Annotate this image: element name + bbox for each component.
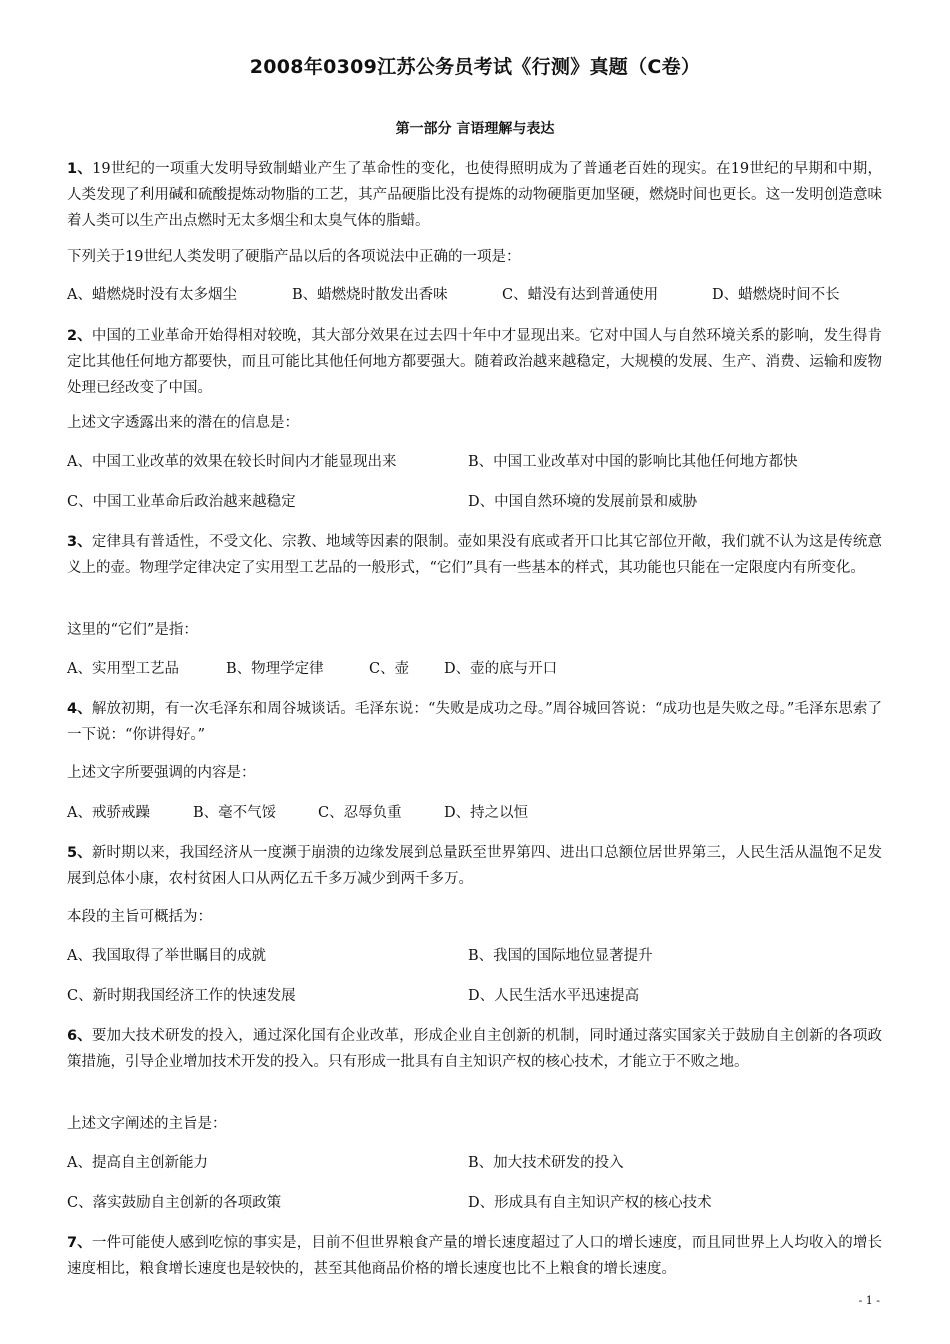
- option-d: D、壶的底与开口: [444, 661, 558, 677]
- question-2: [67, 323, 882, 401]
- option-c: C、忍辱负重: [318, 805, 402, 821]
- question-number: 3、: [67, 534, 92, 550]
- option-d: D、人民生活水平迅速提高: [468, 988, 640, 1004]
- question-number: 5、: [67, 845, 92, 861]
- question-4: [67, 696, 882, 748]
- option-b: B、物理学定律: [226, 661, 324, 677]
- option-c: C、壶: [369, 661, 410, 677]
- option-a: A、戒骄戒躁: [67, 805, 150, 821]
- question-7: [67, 1230, 882, 1282]
- section-heading: 第一部分 言语理解与表达: [395, 121, 555, 137]
- question-text: 新时期以来，我国经济从一度濒于崩溃的边缘发展到总量跃至世界第四、进出口总额位居世界第三，人民生活从温饱不足发展到总体小康，农村贫困人口从两亿五千多万减少到两千多万。: [67, 845, 882, 887]
- option-b: B、中国工业改革对中国的影响比其他任何地方都快: [468, 454, 798, 470]
- option-a: A、中国工业改革的效果在较长时间内才能显现出来: [67, 454, 397, 470]
- option-b: B、蜡燃烧时散发出香味: [292, 287, 448, 303]
- question-1: [67, 156, 882, 234]
- question-text: 定律具有普适性，不受文化、宗教、地域等因素的限制。壶如果没有底或者开口比其它部位开敞，我们就不认为这是传统意义上的壶。物理学定律决定了实用型工艺品的一般形式，“它们”具有一些基本的样式，其功能也只能在一定限度内有所变化。: [67, 534, 882, 576]
- option-c: C、中国工业革命后政治越来越稳定: [67, 494, 296, 510]
- question-number: 4、: [67, 701, 92, 717]
- option-d: D、蜡燃烧时间不长: [712, 287, 840, 303]
- question-text: 要加大技术研发的投入，通过深化国有企业改革，形成企业自主创新的机制，同时通过落实国家关于鼓励自主创新的各项政策措施，引导企业增加技术开发的投入。只有形成一批具有自主知识产权的核心技术，才能立于不败之地。: [67, 1028, 882, 1070]
- question-6: [67, 1023, 882, 1075]
- question-text: 中国的工业革命开始得相对较晚，其大部分效果在过去四十年中才显现出来。它对中国人与自然环境关系的影响，发生得肯定比其他任何地方都要快，而且可能比其他任何地方都要强大。随着政治越来越稳定，大规模的发展、生产、消费、运输和废物处理已经改变了中国。: [67, 328, 882, 396]
- question-prompt: 本段的主旨可概括为：: [67, 909, 212, 925]
- question-text: 解放初期，有一次毛泽东和周谷城谈话。毛泽东说：“失败是成功之母。”周谷城回答说：“成功也是失败之母。”毛泽东思索了一下说：“你讲得好。”: [67, 701, 882, 743]
- question-3: [67, 529, 882, 581]
- question-prompt: 上述文字阐述的主旨是：: [67, 1116, 227, 1132]
- option-d: D、形成具有自主知识产权的核心技术: [468, 1195, 712, 1211]
- question-number: 2、: [67, 328, 92, 344]
- option-b: B、毫不气馁: [193, 805, 277, 821]
- option-a: A、提高自主创新能力: [67, 1155, 208, 1171]
- question-number: 6、: [67, 1028, 92, 1044]
- option-b: B、我国的国际地位显著提升: [468, 948, 653, 964]
- option-b: B、加大技术研发的投入: [468, 1155, 624, 1171]
- question-number: 1、: [67, 161, 93, 177]
- question-text: 19世纪的一项重大发明导致制蜡业产生了革命性的变化，也使得照明成为了普通老百姓的现实。在19世纪的早期和中期，人类发现了利用碱和硫酸提炼动物脂的工艺，其产品硬脂比没有提炼的动物硬脂更加坚硬，燃烧时间也更长。这一发明创造意味着人类可以生产出点燃时无太多烟尘和太臭气体的脂蜡。: [67, 161, 882, 229]
- option-d: D、持之以恒: [444, 805, 529, 821]
- question-prompt: 下列关于19世纪人类发明了硬脂产品以后的各项说法中正确的一项是：: [67, 249, 521, 265]
- option-a: A、蜡燃烧时没有太多烟尘: [67, 287, 237, 303]
- page-number: - 1 -: [858, 1294, 880, 1307]
- option-c: C、落实鼓励自主创新的各项政策: [67, 1195, 282, 1211]
- question-prompt: 上述文字透露出来的潜在的信息是：: [67, 415, 299, 431]
- option-a: A、我国取得了举世瞩目的成就: [67, 948, 266, 964]
- option-a: A、实用型工艺品: [67, 661, 179, 677]
- option-c: C、新时期我国经济工作的快速发展: [67, 988, 296, 1004]
- question-5: [67, 840, 882, 892]
- document-title: 2008年0309江苏公务员考试《行测》真题（C卷）: [249, 56, 701, 78]
- question-text: 一件可能使人感到吃惊的事实是，目前不但世界粮食产量的增长速度超过了人口的增长速度，而且同世界上人均收入的增长速度相比，粮食增长速度也是较快的，甚至其他商品价格的增长速度也比不上粮食的增长速度。: [67, 1235, 882, 1277]
- option-c: C、蜡没有达到普通使用: [502, 287, 659, 303]
- option-d: D、中国自然环境的发展前景和威胁: [468, 494, 698, 510]
- question-prompt: 上述文字所要强调的内容是：: [67, 765, 256, 781]
- question-prompt: 这里的“它们”是指：: [67, 622, 198, 638]
- question-number: 7、: [67, 1235, 92, 1251]
